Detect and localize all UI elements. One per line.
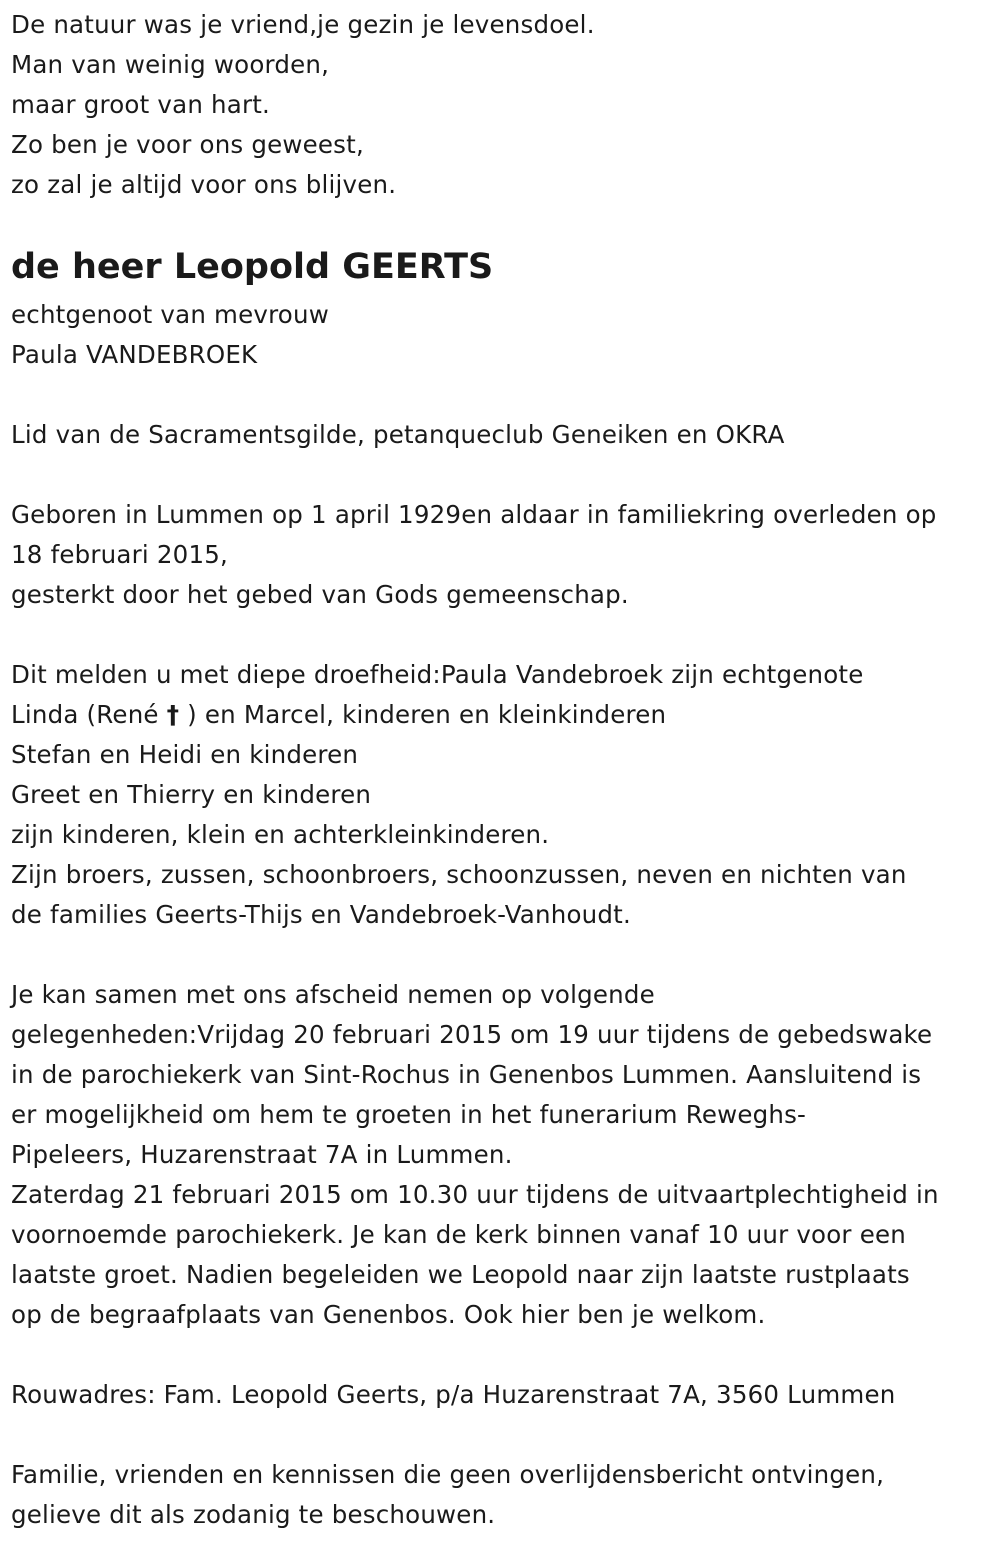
- birth-death-line: Geboren in Lummen op 1 april 1929en aldaar in familiekring overleden op: [11, 500, 937, 529]
- closing-section: [11, 1455, 996, 1535]
- family-line-text: Linda (René: [11, 700, 167, 729]
- farewell-line: Je kan samen met ons afscheid nemen op volgende: [11, 980, 655, 1009]
- farewell-line: laatste groet. Nadien begeleiden we Leopold naar zijn laatste rustplaats: [11, 1260, 910, 1289]
- farewell-line: Zaterdag 21 februari 2015 om 10.30 uur tijdens de uitvaartplechtigheid in: [11, 1180, 939, 1209]
- poem: [11, 5, 996, 205]
- farewell-line: Pipeleers, Huzarenstraat 7A in Lummen.: [11, 1140, 513, 1169]
- birth-death-line: 18 februari 2015,: [11, 540, 229, 569]
- obituary-notice: [11, 5, 996, 1535]
- farewell-line: voornoemde parochiekerk. Je kan de kerk binnen vanaf 10 uur voor een: [11, 1220, 906, 1249]
- poem-line: Man van weinig woorden,: [11, 50, 330, 79]
- family-line: Dit melden u met diepe droefheid:Paula Vandebroek zijn echtgenote: [11, 660, 864, 689]
- poem-line: maar groot van hart.: [11, 90, 271, 119]
- farewell-line: op de begraafplaats van Genenbos. Ook hier ben je welkom.: [11, 1300, 766, 1329]
- poem-line: De natuur was je vriend,je gezin je levensdoel.: [11, 10, 595, 39]
- family-line: Greet en Thierry en kinderen: [11, 780, 372, 809]
- closing-line: gelieve dit als zodanig te beschouwen.: [11, 1500, 496, 1529]
- spouse-line: echtgenoot van mevrouw: [11, 300, 329, 329]
- spouse-name: Paula VANDEBROEK: [11, 340, 258, 369]
- family-line: Stefan en Heidi en kinderen: [11, 740, 359, 769]
- family-line: [11, 695, 996, 735]
- poem-line: Zo ben je voor ons geweest,: [11, 130, 364, 159]
- family-line: zijn kinderen, klein en achterkleinkinderen.: [11, 820, 550, 849]
- cross-icon: †: [166, 700, 180, 729]
- farewell-line: er mogelijkheid om hem te groeten in het funerarium Reweghs-: [11, 1100, 807, 1129]
- family-line: Zijn broers, zussen, schoonbroers, schoonzussen, neven en nichten van: [11, 860, 907, 889]
- farewell-section: [11, 975, 996, 1335]
- deceased-name: de heer Leopold GEERTS: [11, 247, 494, 287]
- birth-death-section: [11, 495, 996, 615]
- farewell-line: in de parochiekerk van Sint-Rochus in Genenbos Lummen. Aansluitend is: [11, 1060, 922, 1089]
- mourning-address: Rouwadres: Fam. Leopold Geerts, p/a Huzarenstraat 7A, 3560 Lummen: [11, 1380, 896, 1409]
- family-line: de families Geerts-Thijs en Vandebroek-Vanhoudt.: [11, 900, 631, 929]
- closing-line: Familie, vrienden en kennissen die geen overlijdensbericht ontvingen,: [11, 1460, 885, 1489]
- farewell-line: gelegenheden:Vrijdag 20 februari 2015 om 19 uur tijdens de gebedswake: [11, 1020, 933, 1049]
- family-line-text: ) en Marcel, kinderen en kleinkinderen: [179, 700, 667, 729]
- birth-death-line: gesterkt door het gebed van Gods gemeenschap.: [11, 580, 629, 609]
- family-section: [11, 655, 996, 935]
- poem-line: zo zal je altijd voor ons blijven.: [11, 170, 397, 199]
- membership: Lid van de Sacramentsgilde, petanqueclub Geneiken en OKRA: [11, 420, 785, 449]
